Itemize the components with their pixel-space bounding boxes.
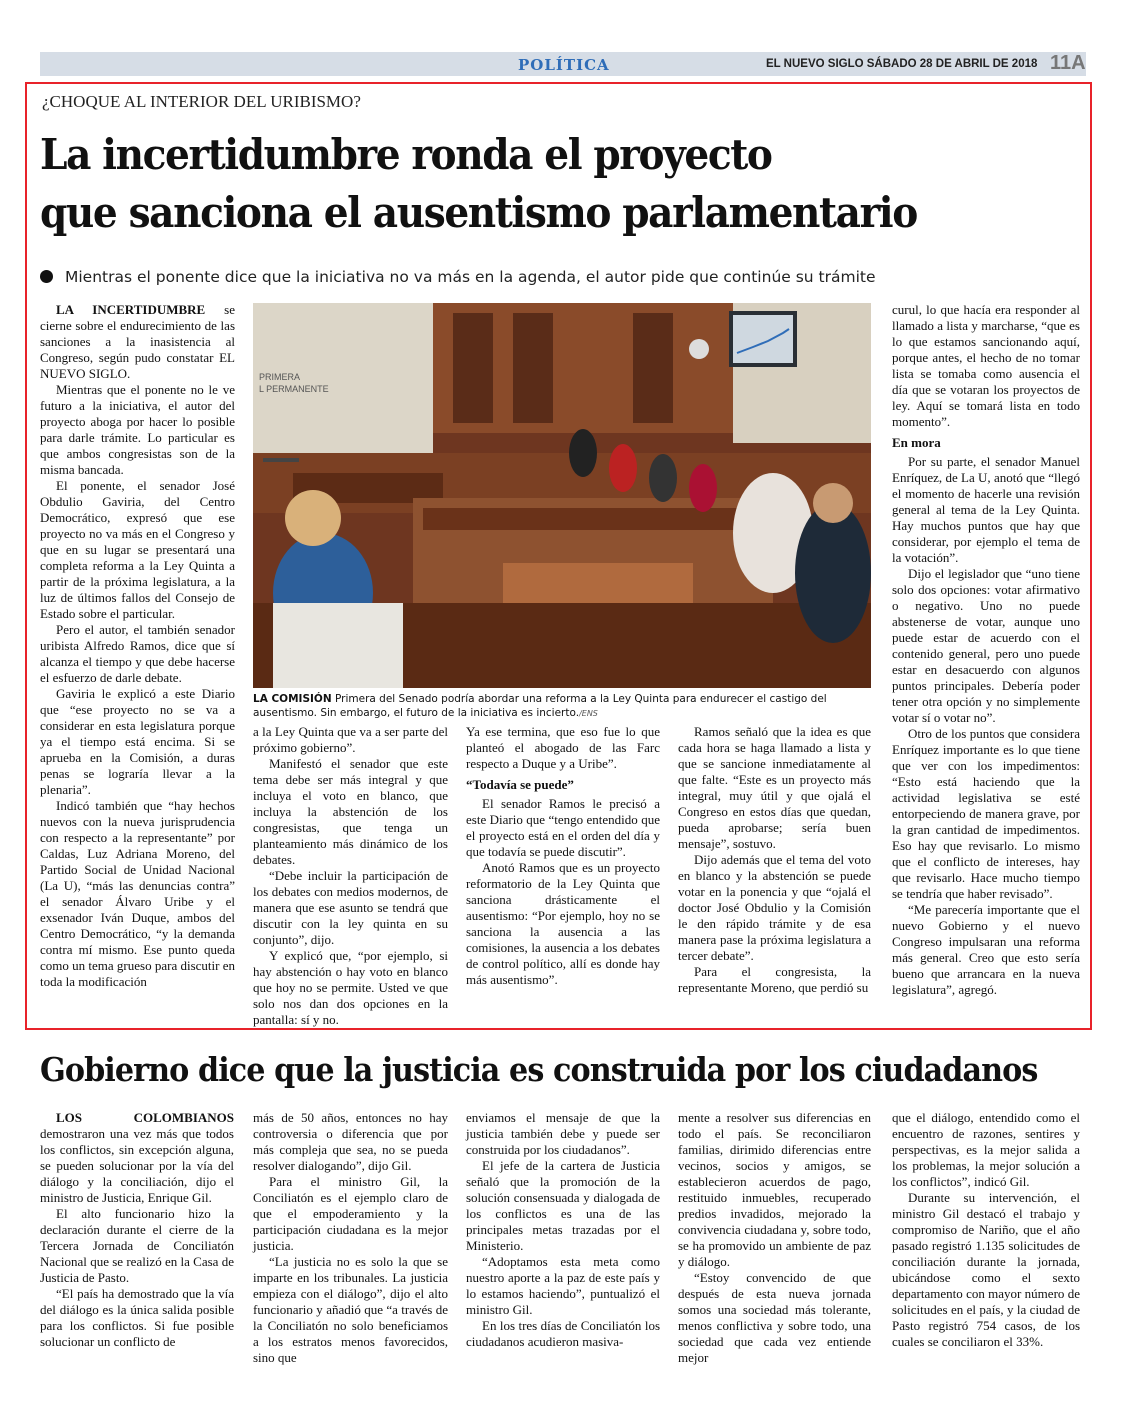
bullet-icon bbox=[40, 270, 53, 283]
paragraph: “Debe incluir la participación de los debates con medios modernos, de manera que ese asunto se tendrá que discutir con la ley quinta en su conjunto”, dijo. bbox=[253, 868, 448, 947]
lead-in: LOS COLOMBIANOS bbox=[56, 1110, 234, 1125]
paragraph: Indicó también que “hay hechos nuevos con la nueva jurisprudencia con respecto a la representante” por Caldas, Luz Adriana Moreno, del Partido Social de Unidad Nacional (La U), “más las denuncias contra” el senador Álvaro Uribe y el exsenador Iván Duque, ambos del Centro Democrático, “y la demanda contra mí mismo. Ese punto queda como un tema grueso para discutir en toda la modificación bbox=[40, 798, 235, 989]
article2-column-5 bbox=[892, 1110, 1080, 1380]
paragraph: “La justicia no es solo la que se imparte en los tribunales. La justicia empieza con el diálogo”, dijo el alto funcionario y añadió que “a través de la Conciliatón no solo beneficiamos a los estratos menos favorecidos, sino que bbox=[253, 1254, 448, 1365]
paragraph: Manifestó el senador que este tema debe ser más integral y que incluya el voto en blanco, que incluya la abstención de los congresistas, que tenga un planteamiento más dinámico de los debates. bbox=[253, 756, 448, 867]
article2-headline: Gobierno dice que la justicia es construida por los ciudadanos bbox=[40, 1050, 1038, 1089]
article1-column-3 bbox=[466, 724, 660, 1020]
paragraph: Gaviria le explicó a este Diario que “ese proyecto no se va a considerar en esta legislatura porque ya el tiempo está encima. Si se aprueba en la Comisión, a duras penas se lograría llevar a la plenaria”. bbox=[40, 686, 235, 797]
article1-column-4 bbox=[678, 724, 871, 1020]
section-name: POLÍTICA bbox=[518, 56, 610, 74]
paragraph: “Adoptamos esta meta como nuestro aporte a la paz de este país y lo estamos haciendo”, puntualizó el ministro Gil. bbox=[466, 1254, 660, 1317]
paragraph: Dijo además que el tema del voto en blanco y la abstención se puede votar en la ponencia y que “ojalá el doctor José Obdulio y la Comisión le den rápido trámite y de esa manera pase la próxima legislatura a tercer debate”. bbox=[678, 852, 871, 963]
paragraph: Anotó Ramos que es un proyecto reformatorio de la Ley Quinta que sanciona drásticamente el ausentismo: “Por ejemplo, hoy no se sanciona la ausencia a las comisiones, la ausencia a los debates de control político, allí es donde hay más ausentismo”. bbox=[466, 860, 660, 987]
paragraph: Para el congresista, la representante Moreno, que perdió su bbox=[678, 964, 871, 995]
article1-column-1 bbox=[40, 302, 235, 1022]
lead-in: LA INCERTIDUMBRE bbox=[56, 302, 206, 317]
article2-column-4 bbox=[678, 1110, 871, 1380]
headline-line-1: La incertidumbre ronda el proyecto bbox=[40, 130, 772, 179]
article-subhead bbox=[40, 268, 876, 286]
paragraph: Otro de los puntos que considera Enríquez importante es lo que tiene que ver con los impedimentos: “Esto está haciendo que la actividad legislativa se esté entorpeciendo de manera grave, por la gran cantidad de impedimentos. Eso hay que revisarlo. Lo mismo que el conflicto de intereses, hay que revisarlo. Hace mucho tiempo se tendría que haber revisado”. bbox=[892, 726, 1080, 901]
caption-text: Primera del Senado podría abordar una reforma a la Ley Quinta para endurecer el castigo del ausentismo. Sin embargo, el futuro de la iniciativa es incierto. bbox=[253, 693, 827, 719]
photo-illustration bbox=[253, 303, 871, 688]
paragraph: “Me parecería importante que el nuevo Gobierno y el nuevo Congreso impulsaran una reforma más general. Creo que esto sería bueno que arrancara en la nueva legislatura”, agregó. bbox=[892, 902, 1080, 997]
article2-column-1 bbox=[40, 1110, 234, 1380]
paragraph bbox=[40, 302, 235, 382]
headline-line-2: que sanciona el ausentismo parlamentario bbox=[40, 188, 917, 237]
paragraph-text: demostraron una vez más que todos los conflictos, sin excepción alguna, se pueden solucionar por la vía del diálogo y la conciliación, dijo el ministro de Justicia, Enrique Gil. bbox=[40, 1126, 234, 1205]
commission-photo bbox=[253, 303, 871, 688]
paragraph: “El país ha demostrado que la vía del diálogo es la única salida posible para los conflictos. Si fue posible solucionar un conflicto de bbox=[40, 1286, 234, 1349]
paragraph: Ramos señaló que la idea es que cada hora se haga llamado a lista y que se sancione inmediatamente al que falte. “Este es un proyecto más integral, muy útil y que ojalá el Congreso en estos días que quedan, pueda aprobarse; sería buen mensaje”, sostuvo. bbox=[678, 724, 871, 851]
paragraph: Dijo el legislador que “uno tiene solo dos opciones: votar afirmativo o negativo. Uno no puede abstenerse de votar, aunque uno puede estar de acuerdo con el contenido general, pero uno puede estar en desacuerdo con algunos puntos principales. Debería poder tener otra opción y no simplemente votar sí o votar no”. bbox=[892, 566, 1080, 725]
subheading: En mora bbox=[892, 435, 941, 450]
subheading: “Todavía se puede” bbox=[466, 777, 574, 792]
article2-column-2 bbox=[253, 1110, 448, 1380]
article-kicker: ¿CHOQUE AL INTERIOR DEL URIBISMO? bbox=[42, 92, 361, 111]
paragraph: Mientras que el ponente no le ve futuro a la iniciativa, el autor del proyecto aboga por hacer lo posible para darle trámite. Lo particular es que ambos congresistas son de la misma bancada. bbox=[40, 382, 235, 477]
article1-column-5 bbox=[892, 302, 1080, 1022]
paragraph: Para el ministro Gil, la Conciliatón es el ejemplo claro de que el empoderamiento y la participación ciudadana es la mejor justicia. bbox=[253, 1174, 448, 1253]
article2-column-3 bbox=[466, 1110, 660, 1380]
paragraph: mente a resolver sus diferencias en todo el país. Se reconciliaron familias, dirimido diferencias entre vecinos, socios y amigos, se establecieron acuerdos de pago, restituido inmuebles, recuperado predios invadidos, mejorado la convivencia ciudadana y, sobre todo, se ha promovido un ambiente de paz y diálogo. bbox=[678, 1110, 871, 1269]
paragraph-text: se cierne sobre el endurecimiento de las sanciones a la inasistencia al Congreso, según pudo constatar EL NUEVO SIGLO. bbox=[40, 302, 235, 381]
paragraph: que el diálogo, entendido como el encuentro de razones, sentires y perspectivas, es la mejor salida a los problemas, la mejor solución a los conflictos”, indicó Gil. bbox=[892, 1110, 1080, 1189]
caption-lead: LA COMISIÓN bbox=[253, 693, 332, 705]
wall-text-2: L PERMANENTE bbox=[259, 384, 329, 394]
publication-date: EL NUEVO SIGLO SÁBADO 28 DE ABRIL DE 2018 bbox=[766, 58, 1038, 70]
paragraph: El ponente, el senador José Obdulio Gaviria, del Centro Democrático, expresó que ese proyecto no va más en el Congreso y que en su lugar se presentará una completa reforma a la Ley Quinta a partir de la próxima legislatura, a la luz de últimos fallos del Consejo de Estado sobre el particular. bbox=[40, 478, 235, 621]
paragraph: curul, lo que hacía era responder al llamado a lista y marcharse, “que es lo que estamos sancionando aquí, porque antes, el hecho de no tomar lista se tomaba como ausencia el día que se votaran los proyectos de ley. Aquí se tomará lista en todo momento”. bbox=[892, 302, 1080, 429]
page-number: 11A bbox=[1050, 52, 1086, 74]
wall-text-1: PRIMERA bbox=[259, 372, 301, 382]
paragraph: Ya ese termina, que eso fue lo que planteó el abogado de las Farc respecto a Duque y a Uribe”. bbox=[466, 724, 660, 771]
paragraph: Pero el autor, el también senador uribista Alfredo Ramos, dice que sí alcanza el tiempo y que debe hacerse el esfuerzo de darle debate. bbox=[40, 622, 235, 685]
paragraph: El alto funcionario hizo la declaración durante el cierre de la Tercera Jornada de Conciliatón Nacional que se realizó en la Casa de Justicia de Pasto. bbox=[40, 1206, 234, 1285]
paragraph: El senador Ramos le precisó a este Diario que “tengo entendido que el proyecto está en el orden del día y que todavía se puede discutir”. bbox=[466, 796, 660, 859]
article-headline bbox=[40, 126, 1007, 242]
paragraph: Y explicó que, “por ejemplo, si hay abstención o hay voto en blanco que hoy no se permite. Usted ve que solo nos dan dos opciones en la pantalla: sí y no. bbox=[253, 948, 448, 1027]
subhead-text: Mientras el ponente dice que la iniciativa no va más en la agenda, el autor pide que continúe su trámite bbox=[65, 268, 876, 286]
article1-column-2 bbox=[253, 724, 448, 1027]
paragraph: más de 50 años, entonces no hay controversia o diferencia que por más compleja que sea, no se pueda resolver dialogando”, dijo Gil. bbox=[253, 1110, 448, 1173]
paragraph: a la Ley Quinta que va a ser parte del próximo gobierno”. bbox=[253, 724, 448, 755]
paragraph: Por su parte, el senador Manuel Enríquez, de La U, anotó que “llegó el momento de hacerle una revisión general al tema de la Ley Quinta. Hay muchos puntos que hay que considerar, por ejemplo el tema de la votación”. bbox=[892, 454, 1080, 565]
paragraph: Durante su intervención, el ministro Gil destacó el trabajo y compromiso de Nariño, que el año pasado registró 1.135 solicitudes de conciliación durante la jornada, ubicándose como el sexto departamento con mayor número de solicitudes en el país, y la ciudad de Pasto registró 754 casos, de los cuales se conciliaron el 33%. bbox=[892, 1190, 1080, 1349]
paragraph: El jefe de la cartera de Justicia señaló que la promoción de la solución consensuada y dialogada de los conflictos es una de las principales metas trazadas por el Ministerio. bbox=[466, 1158, 660, 1253]
photo-credit: /ENS bbox=[579, 709, 598, 718]
paragraph: “Estoy convencido de que después de esta nueva jornada somos una sociedad más tolerante, menos conflictiva y sobre todo, una sociedad que cada vez entiende mejor bbox=[678, 1270, 871, 1365]
paragraph: enviamos el mensaje de que la justicia también debe y puede ser construida por los ciudadanos”. bbox=[466, 1110, 660, 1157]
paragraph: En los tres días de Conciliatón los ciudadanos acudieron masiva- bbox=[466, 1318, 660, 1349]
photo-caption bbox=[253, 692, 871, 721]
paragraph bbox=[40, 1110, 234, 1206]
